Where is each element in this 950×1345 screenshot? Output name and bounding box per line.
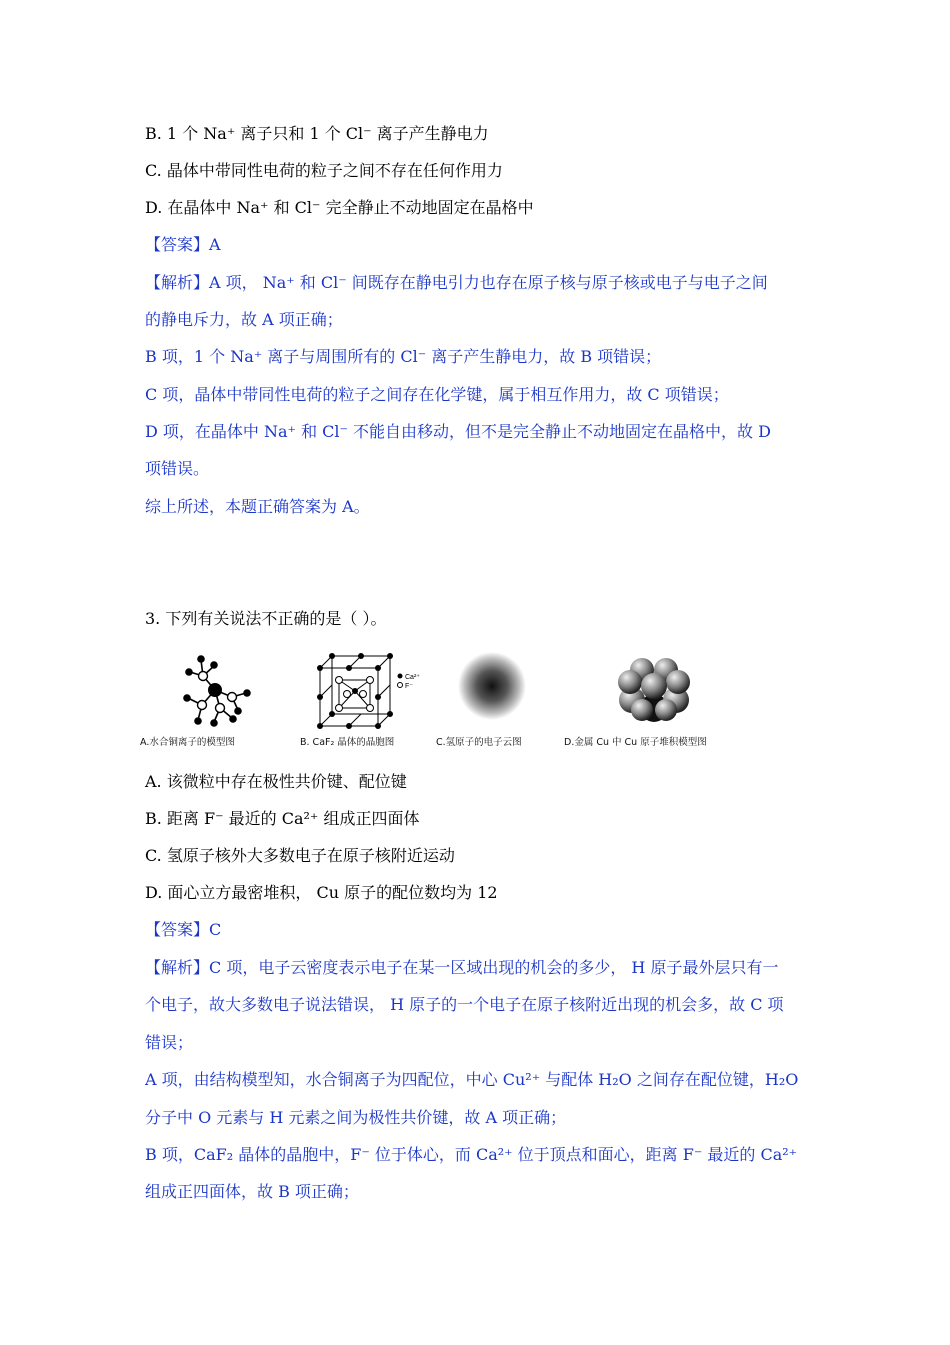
q2-analysis-line: C 项，晶体中带同性电荷的粒子之间存在化学键，属于相互作用力，故 C 项错误； [145,385,729,404]
q2-answer: 【答案】A [145,235,221,254]
figure-a-caption: A.水合铜离子的模型图 [140,737,235,748]
q3-analysis-line: 组成正四面体，故 B 项正确； [145,1182,359,1201]
q3-option-b: B. 距离 F⁻ 最近的 Ca²⁺ 组成正四面体 [145,809,420,828]
q3-option-a: A. 该微粒中存在极性共价键、配位键 [145,772,407,791]
q2-analysis-line: D 项，在晶体中 Na⁺ 和 Cl⁻ 不能自由移动，但不是完全静止不动地固定在晶格中，故 D [145,422,771,441]
q3-answer: 【答案】C [145,920,222,939]
q3-analysis-line: 错误； [145,1033,194,1052]
q3-analysis-line: B 项，CaF₂ 晶体的晶胞中，F⁻ 位于体心，而 Ca²⁺ 位于顶点和面心，距离 F⁻ 最近的 Ca²⁺ [145,1145,798,1164]
q3-option-c: C. 氢原子核外大多数电子在原子核附近运动 [145,846,455,865]
q2-option-d: D. 在晶体中 Na⁺ 和 Cl⁻ 完全静止不动地固定在晶格中 [145,198,534,217]
q2-analysis-line: B 项，1 个 Na⁺ 离子与周围所有的 Cl⁻ 离子产生静电力，故 B 项错误； [145,347,662,366]
q2-analysis-line: 的静电斥力，故 A 项正确； [145,310,343,329]
q3-analysis-line: 分子中 O 元素与 H 元素之间为极性共价键，故 A 项正确； [145,1108,567,1127]
caf2-unit-cell-figure [312,650,430,730]
legend-f-label: F⁻ [405,683,413,690]
legend-ca-label: Ca²⁺ [405,674,420,681]
q2-analysis-line: 项错误。 [145,459,210,478]
q2-option-c: C. 晶体中带同性电荷的粒子之间不存在任何作用力 [145,161,503,180]
electron-cloud-figure [452,650,532,730]
q3-option-d: D. 面心立方最密堆积， Cu 原子的配位数均为 12 [145,883,498,902]
q3-analysis-line: A 项，由结构模型知，水合铜离子为四配位，中心 Cu²⁺ 与配体 H₂O 之间存在配位键，H₂O [145,1070,799,1089]
figure-d-caption: D.金属 Cu 中 Cu 原子堆积模型图 [564,737,707,748]
q3-analysis-line: 个电子，故大多数电子说法错误， H 原子的一个电子在原子核附近出现的机会多，故 C 项 [145,995,784,1014]
q2-analysis-line: 【解析】A 项， Na⁺ 和 Cl⁻ 间既存在静电引力也存在原子核与原子核或电子与电子之间 [145,273,768,292]
hydrated-copper-ion-model-figure [168,650,268,730]
figure-b-caption: B. CaF₂ 晶体的晶胞图 [300,737,395,748]
q2-analysis-line: 综上所述，本题正确答案为 A。 [145,497,370,516]
figure-c-caption: C.氢原子的电子云图 [436,737,522,748]
q2-option-b: B. 1 个 Na⁺ 离子只和 1 个 Cl⁻ 离子产生静电力 [145,124,489,143]
q3-analysis-line: 【解析】C 项，电子云密度表示电子在某一区域出现的机会的多少， H 原子最外层只有一 [145,958,779,977]
q3-figures [140,650,760,754]
q3-stem: 3. 下列有关说法不正确的是（ ）。 [145,609,387,628]
cu-stacking-model-figure [608,650,700,730]
